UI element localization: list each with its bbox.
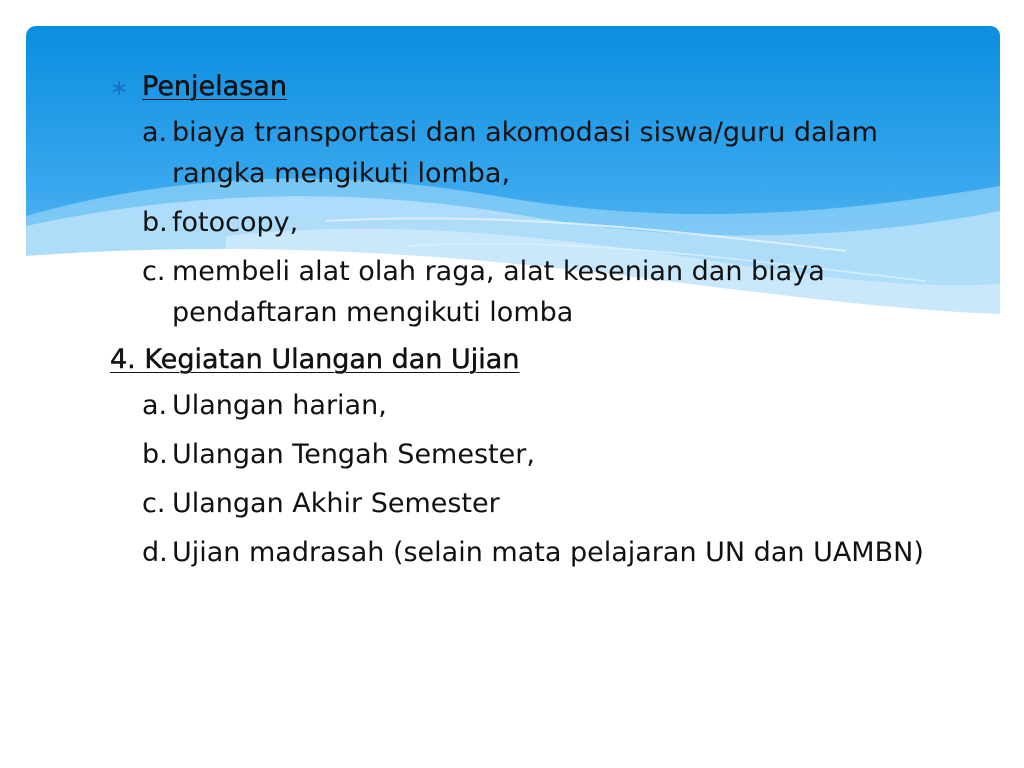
list-item <box>110 434 930 475</box>
list-item-text: fotocopy, <box>172 207 299 238</box>
list-item-text: Ujian madrasah (selain mata pelajaran UN dan UAMBN) <box>172 537 924 568</box>
slide-body <box>110 66 930 581</box>
asterisk-bullet-icon: ∗ <box>110 76 129 101</box>
list-item <box>110 112 930 194</box>
list-marker: b. <box>142 207 168 238</box>
list-marker: b. <box>142 439 168 470</box>
list-item-text: biaya transportasi dan akomodasi siswa/guru dalam rangka mengikuti lomba, <box>172 117 878 189</box>
list-item-text: Ulangan Tengah Semester, <box>172 439 535 470</box>
list-item <box>110 385 930 426</box>
list-marker: d. <box>142 537 168 568</box>
list-item-text: membeli alat olah raga, alat kesenian dan biaya pendaftaran mengikuti lomba <box>172 256 825 328</box>
list-marker: a. <box>142 390 168 421</box>
heading-penjelasan: Penjelasan <box>142 71 287 102</box>
heading-kegiatan-ulangan: 4. Kegiatan Ulangan dan Ujian <box>110 344 520 375</box>
list-item <box>110 483 930 524</box>
list-item <box>110 532 930 573</box>
list-marker: c. <box>142 256 166 287</box>
list-marker: a. <box>142 117 168 148</box>
list-marker: c. <box>142 488 166 519</box>
list-item <box>110 251 930 333</box>
list-item-text: Ulangan Akhir Semester <box>172 488 500 519</box>
section-ulangan-heading <box>110 339 930 385</box>
section-penjelasan-heading <box>110 66 930 112</box>
list-item-text: Ulangan harian, <box>172 390 387 421</box>
list-item <box>110 202 930 243</box>
